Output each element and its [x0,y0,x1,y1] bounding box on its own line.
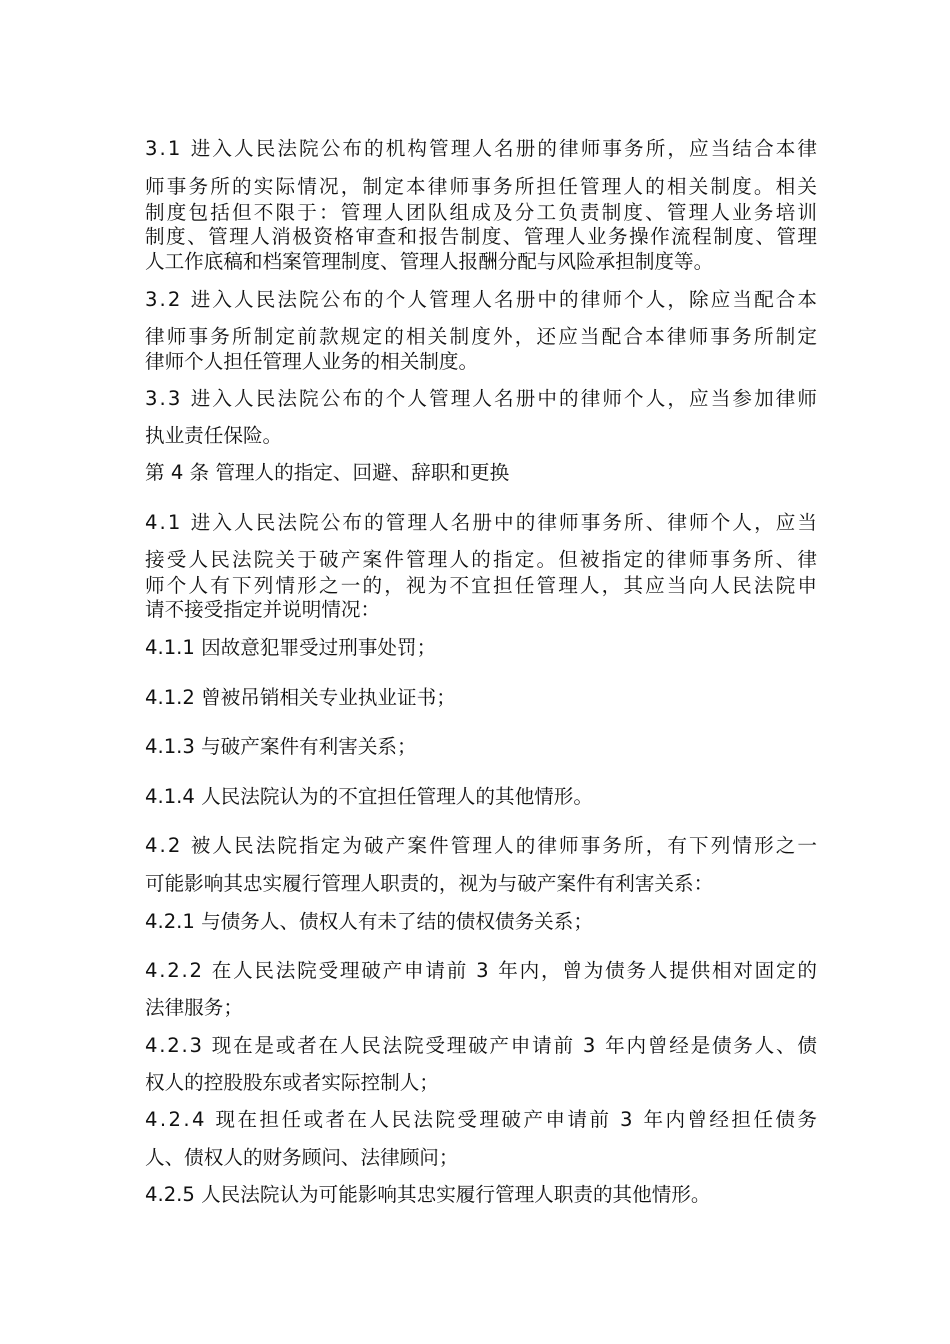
text-line-content: 4.2.2 在人民法院受理破产申请前 3 年内，曾为债务人提供相对固定的 [145,959,819,982]
text-line [145,833,820,859]
text-line [145,510,820,536]
text-line-content: 4.1.3 与破产案件有利害关系； [145,735,417,758]
text-line [145,1182,817,1208]
text-line [145,386,820,412]
text-line [145,460,817,486]
text-line [145,200,820,226]
text-line-content: 3.2 进入人民法院公布的个人管理人名册中的律师个人，除应当配合本 [145,288,820,311]
text-line-content: 4.1.4 人民法院认为的不宜担任管理人的其他情形。 [145,785,593,808]
text-line [145,573,820,599]
text-line [145,287,820,313]
text-line [145,249,817,275]
text-line [145,1145,817,1171]
text-line-content: 4.2.5 人民法院认为可能影响其忠实履行管理人职责的其他情形。 [145,1183,711,1206]
text-line [145,349,817,375]
text-line [145,734,817,760]
text-line-content: 法律服务； [145,996,243,1019]
text-line [145,1070,817,1096]
text-line-content: 接受人民法院关于破产案件管理人的指定。但被指定的律师事务所、律 [145,548,820,571]
text-line-content: 4.1.2 曾被吊销相关专业执业证书； [145,686,456,709]
text-line [145,958,817,984]
text-line-content: 3.1 进入人民法院公布的机构管理人名册的律师事务所，应当结合本律 [145,137,820,160]
text-line [145,324,820,350]
text-line [145,224,817,250]
text-line [145,784,817,810]
text-line-content: 4.2.4 现在担任或者在人民法院受理破产申请前 3 年内曾经担任债务 [145,1108,820,1131]
text-line-content: 执业责任保险。 [145,424,283,447]
text-line-content: 制度包括但不限于：管理人团队组成及分工负责制度、管理人业务培训 [145,201,820,224]
text-line [145,174,820,200]
text-line-content: 3.3 进入人民法院公布的个人管理人名册中的律师个人，应当参加律师 [145,387,820,410]
text-line-content: 律师事务所制定前款规定的相关制度外，还应当配合本律师事务所制定 [145,325,820,348]
text-line-content: 第 4 条 管理人的指定、回避、辞职和更换 [145,461,510,484]
text-line [145,1033,817,1059]
text-line-content: 4.1 进入人民法院公布的管理人名册中的律师事务所、律师个人，应当 [145,511,820,534]
text-line [145,995,817,1021]
text-line-content: 4.1.1 因故意犯罪受过刑事处罚； [145,636,437,659]
text-line-content: 4.2.1 与债务人、债权人有未了结的债权债务关系； [145,910,593,933]
text-line-content: 制度、管理人消极资格审查和报告制度、管理人业务操作流程制度、管理 [145,225,819,248]
text-line [145,547,820,573]
text-line-content: 4.2 被人民法院指定为破产案件管理人的律师事务所，有下列情形之一 [145,834,820,857]
text-line-content: 律师个人担任管理人业务的相关制度。 [145,350,479,373]
text-line-content: 人工作底稿和档案管理制度、管理人报酬分配与风险承担制度等。 [145,250,714,273]
text-line [145,1107,820,1133]
text-line [145,136,820,162]
text-line-content: 权人的控股股东或者实际控制人； [145,1071,439,1094]
text-line [145,423,817,449]
text-line [145,685,817,711]
text-line [145,597,817,623]
text-line-content: 师个人有下列情形之一的，视为不宜担任管理人，其应当向人民法院申 [145,574,820,597]
text-line [145,909,817,935]
text-line-content: 请不接受指定并说明情况： [145,598,381,621]
text-line [145,871,817,897]
text-line-content: 人、债权人的财务顾问、法律顾问； [145,1146,459,1169]
text-line-content: 师事务所的实际情况，制定本律师事务所担任管理人的相关制度。相关 [145,175,820,198]
text-line-content: 4.2.3 现在是或者在人民法院受理破产申请前 3 年内曾经是债务人、债 [145,1034,819,1057]
text-line [145,635,817,661]
text-line-content: 可能影响其忠实履行管理人职责的，视为与破产案件有利害关系： [145,872,714,895]
